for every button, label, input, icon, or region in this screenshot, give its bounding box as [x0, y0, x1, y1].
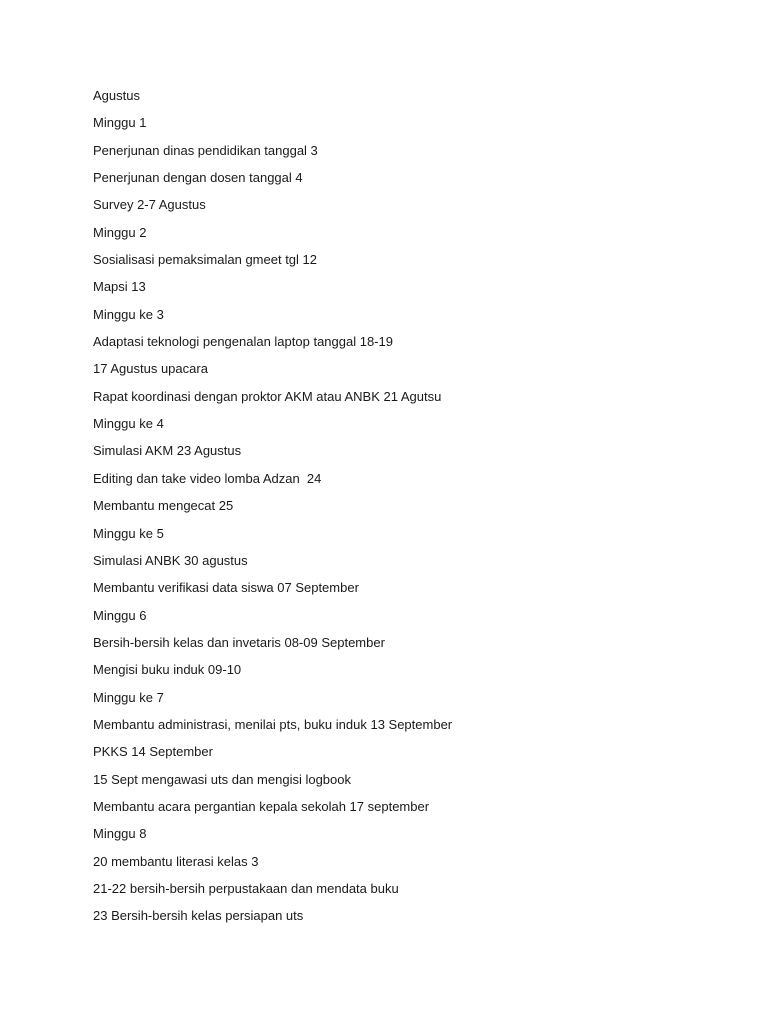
document-line: 20 membantu literasi kelas 3 [93, 853, 259, 869]
document-line: Simulasi ANBK 30 agustus [93, 552, 248, 568]
document-line: Penerjunan dengan dosen tanggal 4 [93, 170, 303, 186]
document-line: 21-22 bersih-bersih perpustakaan dan mendata buku [93, 880, 399, 896]
document-line: PKKS 14 September [93, 744, 213, 760]
document-line: Minggu ke 5 [93, 525, 164, 541]
document-line: Membantu administrasi, menilai pts, buku induk 13 September [93, 716, 453, 732]
document-line: Mapsi 13 [93, 279, 146, 295]
document-line: Bersih-bersih kelas dan invetaris 08-09 September [93, 634, 385, 650]
document-line: Agustus [93, 88, 140, 103]
document-line: 15 Sept mengawasi uts dan mengisi logbook [93, 771, 351, 787]
document-line: Minggu 8 [93, 826, 147, 842]
document-body [93, 86, 452, 934]
document-line: Editing dan take video lomba Adzan 24 [93, 470, 322, 486]
document-line: Mengisi buku induk 09-10 [93, 662, 242, 678]
document-line: Minggu ke 3 [93, 306, 164, 322]
document-line: Simulasi AKM 23 Agustus [93, 443, 242, 459]
document-line: 17 Agustus upacara [93, 361, 208, 377]
document-line: Minggu ke 7 [93, 689, 164, 705]
document-line: Minggu ke 4 [93, 416, 164, 432]
document-line: Survey 2-7 Agustus [93, 197, 206, 213]
document-line: Minggu 2 [93, 224, 147, 240]
document-line: Membantu acara pergantian kepala sekolah 17 september [93, 798, 430, 814]
document-line: Adaptasi teknologi pengenalan laptop tanggal 18-19 [93, 334, 393, 350]
document-line: Minggu 1 [93, 115, 147, 131]
document-line: Minggu 6 [93, 607, 147, 623]
document-line: Penerjunan dinas pendidikan tanggal 3 [93, 142, 318, 158]
document-line: Membantu mengecat 25 [93, 498, 234, 514]
document-line: Sosialisasi pemaksimalan gmeet tgl 12 [93, 252, 317, 268]
document-line: 23 Bersih-bersih kelas persiapan uts [93, 908, 304, 924]
document-line: Membantu verifikasi data siswa 07 September [93, 580, 359, 596]
document-line: Rapat koordinasi dengan proktor AKM atau ANBK 21 Agutsu [93, 388, 442, 404]
